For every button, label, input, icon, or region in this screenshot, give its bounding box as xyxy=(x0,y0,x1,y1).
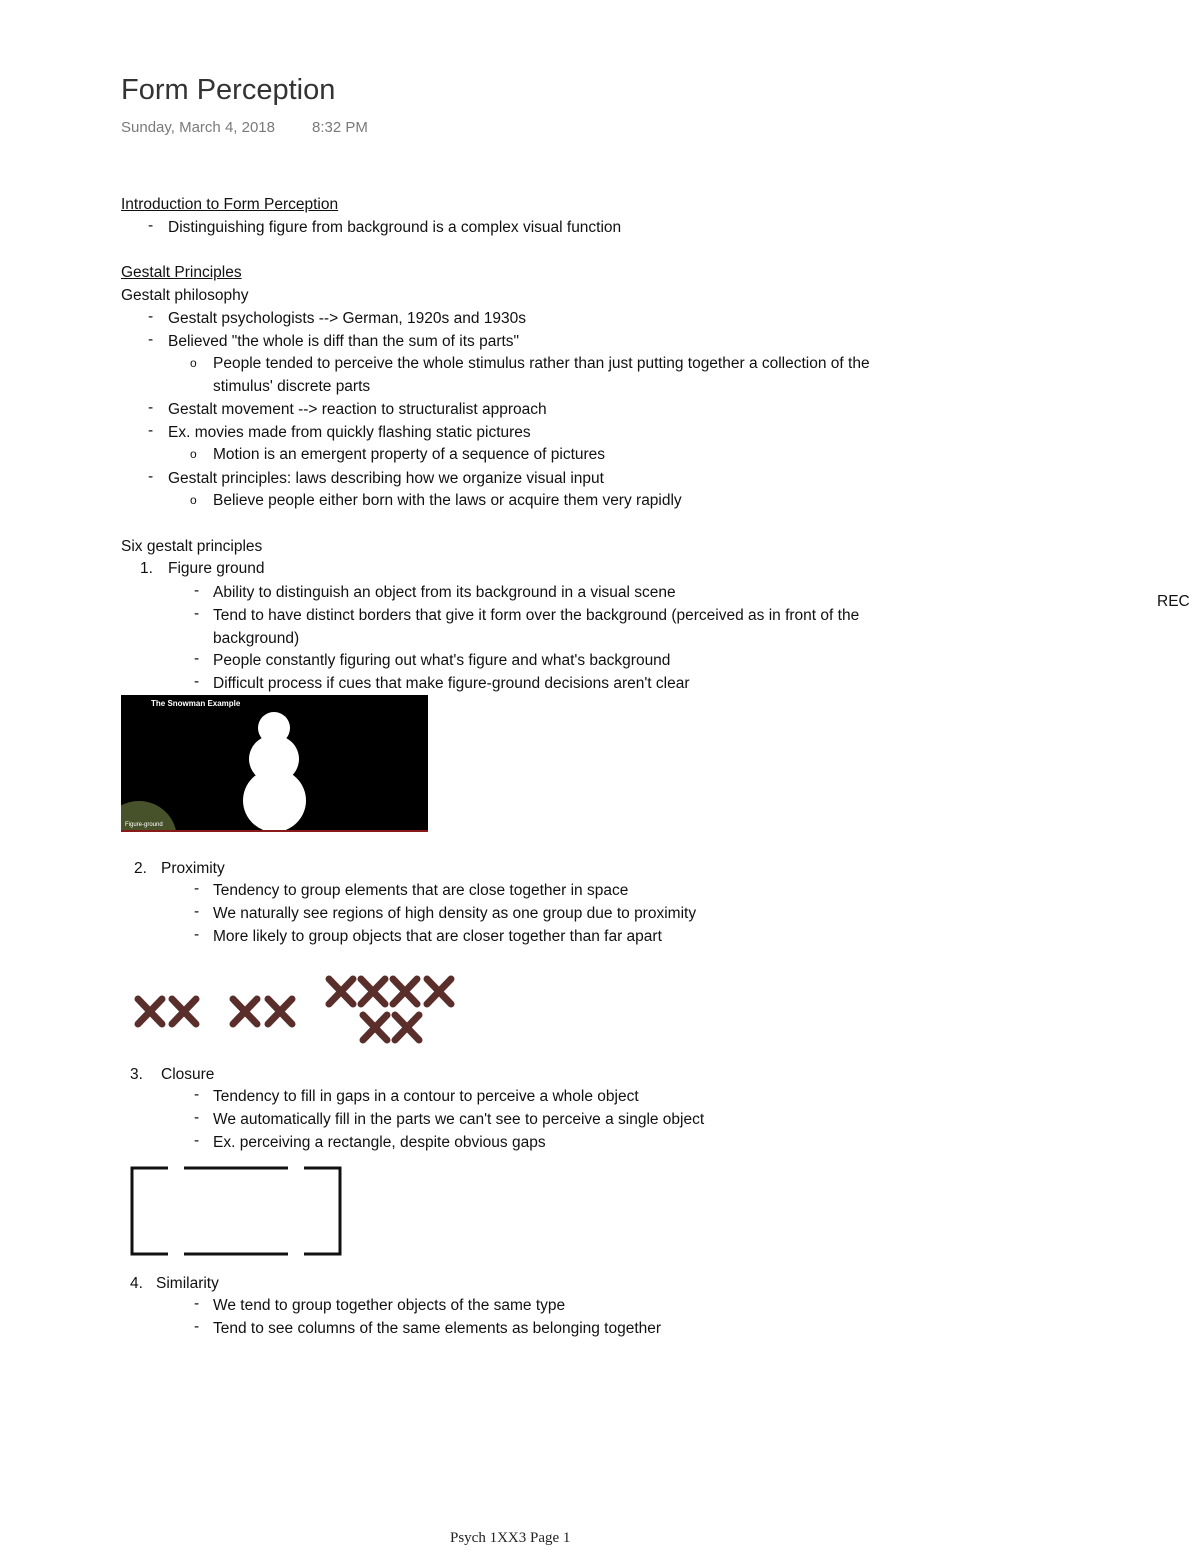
bullet-dash: - xyxy=(194,1086,200,1103)
principle-1-title: Figure ground xyxy=(168,560,265,577)
bullet-dash: - xyxy=(194,1132,200,1149)
page-title: Form Perception xyxy=(121,74,336,106)
principle-3-bullet-2: We automatically fill in the parts we can't see to perceive a single object xyxy=(213,1111,705,1128)
principle-number: 1. xyxy=(140,560,153,577)
gestalt-heading: Gestalt Principles xyxy=(121,264,242,281)
gestalt-bullet-2-sub: People tended to perceive the whole stimulus rather than just putting together a collection of the xyxy=(213,355,870,372)
bullet-circle: o xyxy=(190,447,197,461)
gestalt-bullet-1: Gestalt psychologists --> German, 1920s and 1930s xyxy=(168,310,526,327)
bullet-dash: - xyxy=(148,217,154,234)
proximity-x-figure xyxy=(130,970,465,1046)
principle-3-bullet-1: Tendency to fill in gaps in a contour to perceive a whole object xyxy=(213,1088,639,1105)
bullet-dash: - xyxy=(194,605,200,622)
snowman-title: The Snowman Example xyxy=(151,699,241,708)
bullet-dash: - xyxy=(194,926,200,943)
principle-1-bullet-2: Tend to have distinct borders that give it form over the background (perceived as in front of the xyxy=(213,607,860,624)
gestalt-bullet-5: Gestalt principles: laws describing how we organize visual input xyxy=(168,470,604,487)
bullet-dash: - xyxy=(194,903,200,920)
bullet-dash: - xyxy=(148,331,154,348)
principle-number: 4. xyxy=(130,1275,143,1292)
closure-left-bracket xyxy=(132,1168,168,1254)
gestalt-subheading: Gestalt philosophy xyxy=(121,287,249,304)
intro-bullet: Distinguishing figure from background is a complex visual function xyxy=(168,219,622,236)
bullet-circle: o xyxy=(190,356,197,370)
side-label: REC xyxy=(1157,593,1190,610)
principle-3-title: Closure xyxy=(161,1066,215,1083)
intro-heading: Introduction to Form Perception xyxy=(121,196,339,213)
page-footer: Psych 1XX3 Page 1 xyxy=(450,1530,571,1546)
principle-4-title: Similarity xyxy=(156,1275,219,1292)
page-time: 8:32 PM xyxy=(312,119,368,136)
principle-1-bullet-1: Ability to distinguish an object from its background in a visual scene xyxy=(213,584,676,601)
bullet-circle: o xyxy=(190,493,197,507)
principle-1-bullet-4: Difficult process if cues that make figure-ground decisions aren't clear xyxy=(213,675,690,692)
figure-bottom-edge xyxy=(121,830,428,832)
x-mark xyxy=(363,1015,387,1040)
six-principles-heading: Six gestalt principles xyxy=(121,538,263,555)
gestalt-bullet-5-sub: Believe people either born with the laws or acquire them very rapidly xyxy=(213,492,682,509)
bullet-dash: - xyxy=(194,1318,200,1335)
bullet-dash: - xyxy=(194,673,200,690)
principle-2-bullet-3: More likely to group objects that are closer together than far apart xyxy=(213,928,662,945)
x-mark xyxy=(268,999,292,1024)
bullet-dash: - xyxy=(194,880,200,897)
bullet-dash: - xyxy=(194,1295,200,1312)
closure-right-bracket xyxy=(304,1168,340,1254)
gestalt-bullet-2-sub-cont: stimulus' discrete parts xyxy=(213,378,371,395)
gestalt-bullet-3: Gestalt movement --> reaction to structuralist approach xyxy=(168,401,547,418)
snowman-caption: Figure-ground xyxy=(125,822,163,828)
principle-2-bullet-1: Tendency to group elements that are close together in space xyxy=(213,882,629,899)
principle-1-bullet-2-cont: background) xyxy=(213,630,300,647)
x-mark xyxy=(329,979,353,1004)
principle-3-bullet-3: Ex. perceiving a rectangle, despite obvious gaps xyxy=(213,1134,546,1151)
principle-4-bullet-1: We tend to group together objects of the same type xyxy=(213,1297,566,1314)
gestalt-bullet-4: Ex. movies made from quickly flashing static pictures xyxy=(168,424,531,441)
bullet-dash: - xyxy=(148,422,154,439)
principle-number: 2. xyxy=(134,860,147,877)
principle-1-bullet-3: People constantly figuring out what's figure and what's background xyxy=(213,652,671,669)
x-mark xyxy=(361,979,385,1004)
gestalt-bullet-2: Believed "the whole is diff than the sum of its parts" xyxy=(168,333,520,350)
bullet-dash: - xyxy=(194,582,200,599)
bullet-dash: - xyxy=(194,650,200,667)
x-mark xyxy=(233,999,257,1024)
x-mark xyxy=(395,1015,419,1040)
x-mark xyxy=(427,979,451,1004)
closure-rectangle-figure xyxy=(128,1164,344,1260)
bullet-dash: - xyxy=(148,308,154,325)
x-mark xyxy=(172,999,196,1024)
snowman-base xyxy=(243,769,306,832)
bullet-dash: - xyxy=(148,399,154,416)
principle-2-title: Proximity xyxy=(161,860,225,877)
snowman-figure xyxy=(121,695,428,832)
principle-number: 3. xyxy=(130,1066,143,1083)
bullet-dash: - xyxy=(194,1109,200,1126)
principle-4-bullet-2: Tend to see columns of the same elements as belonging together xyxy=(213,1320,662,1337)
bullet-dash: - xyxy=(148,468,154,485)
gestalt-bullet-4-sub: Motion is an emergent property of a sequence of pictures xyxy=(213,446,606,463)
x-mark xyxy=(393,979,417,1004)
x-mark xyxy=(138,999,162,1024)
page-date: Sunday, March 4, 2018 xyxy=(121,119,275,136)
principle-2-bullet-2: We naturally see regions of high density as one group due to proximity xyxy=(213,905,697,922)
